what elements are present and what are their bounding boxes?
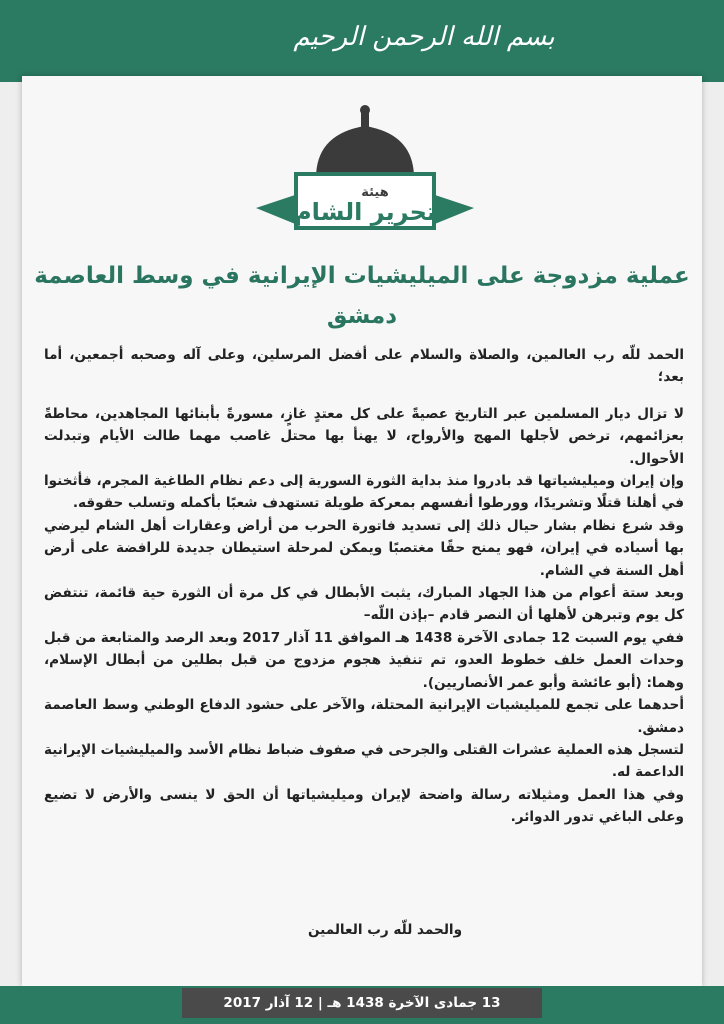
greeting-line: الحمد للّه رب العالمين، والصلاة والسلام على أفضل المرسلين، وعلى آله وصحبه أجمعين، أما بعد؛ bbox=[44, 347, 684, 386]
logo-main-text: تحرير الشام bbox=[294, 198, 436, 226]
logo-small-text: هيئة bbox=[361, 185, 389, 200]
date-plate: 13 جمادى الآخرة 1438 هـ | 12 آذار 2017 bbox=[182, 988, 542, 1018]
body-paragraph: وبعد ستة أعوام من هذا الجهاد المبارك، يثبت الأبطال في كل مرة أن الثورة حية قائمة، تنتفض كل يوم وتبرهن لأهلها أن النصر قادم –بإذن اللّه– bbox=[44, 585, 684, 624]
organization-logo bbox=[250, 104, 480, 244]
body-paragraph: أحدهما على تجمع للميليشيات الإيرانية المحتلة، والآخر على حشود الدفاع الوطني وسط العاصمة دمشق. bbox=[44, 697, 684, 736]
body-paragraph: لا تزال ديار المسلمين عبر التاريخ عصيةً على كل معتدٍ غازٍ، مسورةً بأبنائها المجاهدين، محاطةً بعزائمهم، ترخص لأجلها المهج والأرواح، لا يهنأ بها محتل غاصب مهما طالت الأيام وتبدلت الأحوال. bbox=[44, 405, 684, 467]
body-paragraph: وإن إيران وميليشياتها قد بادروا منذ بداية الثورة السورية إلى دعم نظام الطاغية المجرم، فأثخنوا في أهلنا قتلًا وتشريدًا، وورطوا أنفسهم بمعركة طويلة تستهدف شعبًا بأكمله وتسلب حقوقه. bbox=[44, 473, 684, 512]
body-paragraph: وفي هذا العمل ومثيلاته رسالة واضحة لإيران وميليشياتها أن الحق لا ينسى والأرض لا تضيع وعلى الباغي تدور الدوائر. bbox=[44, 786, 684, 826]
body-paragraph: وقد شرع نظام بشار حيال ذلك إلى تسديد فاتورة الحرب من أراض وعقارات أهل الشام ليرضي بها أسياده في إيران، فهو يمنح حقًا مغتصبًا ويمكن لمرحلة استيطان جديدة للرافضة على أرض أهل السنة في الشام. bbox=[44, 517, 684, 579]
body-paragraph: لتسجل هذه العملية عشرات القتلى والجرحى في صفوف ضباط نظام الأسد والميليشيات الإيرانية الداعمة له. bbox=[44, 741, 684, 781]
document-body bbox=[44, 344, 684, 829]
header-band bbox=[0, 0, 724, 82]
basmala-calligraphy: بسم الله الرحمن الرحيم bbox=[293, 22, 555, 52]
body-paragraph: ففي يوم السبت 12 جمادى الآخرة 1438 هـ الموافق 11 آذار 2017 وبعد الرصد والمتابعة من قبل وحدات العمل خلف خطوط العدو، تم تنفيذ هجوم مزدوج من قبل بطلين من أبطال الإسلام، وهما: (أبو عائشة وأبو عمر الأنصاريين). bbox=[44, 629, 685, 691]
closing-line: والحمد للّه رب العالمين bbox=[307, 922, 463, 938]
document-title: عملية مزدوجة على الميليشيات الإيرانية في وسط العاصمة دمشق bbox=[34, 263, 690, 329]
